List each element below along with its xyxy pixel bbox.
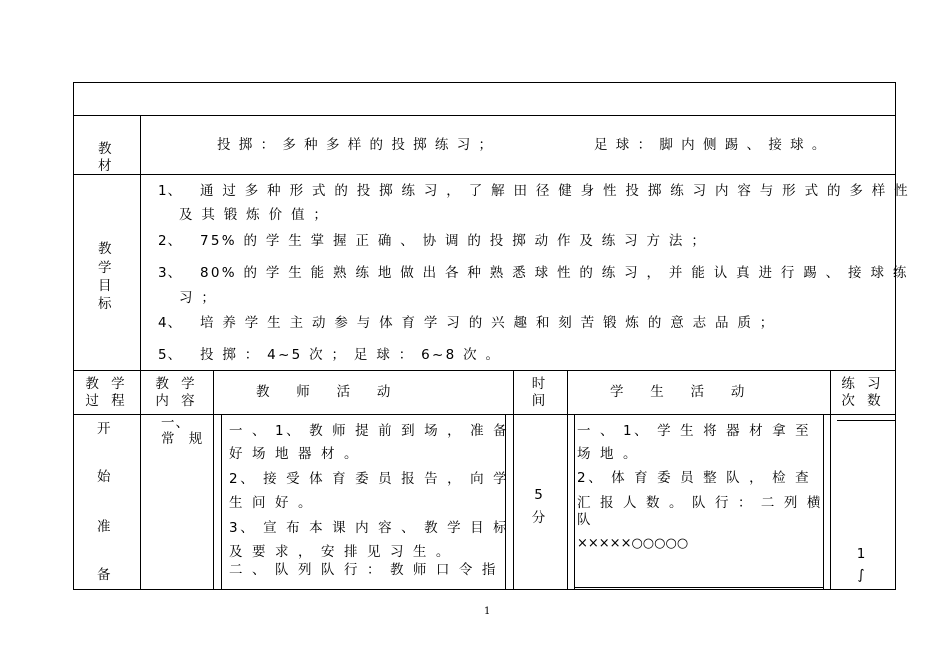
table-border-bottom	[73, 589, 896, 590]
content-item-number: 一、	[161, 415, 190, 431]
process-step-4: 备	[97, 567, 116, 583]
header-content-2: 内 容	[155, 393, 199, 409]
teacher-activity-line-6: 及 要 求 ， 安 排 见 习 生 。	[229, 544, 453, 560]
time-value: 5	[534, 487, 547, 503]
header-process-2: 过 程	[85, 393, 129, 409]
label-column-divider	[140, 115, 141, 370]
objective-4-line-1: 培 养 学 生 主 动 参 与 体 育 学 习 的 兴 趣 和 刻 苦 锻 炼 的 意 志 品 质 ；	[200, 315, 776, 331]
objective-5-number: 5、	[158, 347, 183, 363]
objectives-label-1: 教	[98, 241, 117, 257]
header-time-2: 间	[531, 393, 550, 409]
header-reps-1: 练 习	[841, 376, 885, 392]
header-process-1: 教 学	[85, 376, 129, 392]
objective-1-line-2: 及 其 锻 炼 价 值 ；	[179, 207, 330, 223]
reps-symbol: ∫	[857, 567, 869, 583]
reps-value: 1	[856, 546, 870, 562]
objective-1-number: 1、	[158, 183, 183, 199]
objective-2-number: 2、	[158, 233, 183, 249]
objective-5-line-1: 投 掷 ： 4~5 次 ； 足 球 ： 6~8 次 。	[200, 347, 502, 363]
table-border-right	[895, 82, 896, 590]
student-activity-line-1: 一 、 1、 学 生 将 器 材 拿 至	[577, 423, 812, 439]
process-step-3: 准	[97, 519, 116, 535]
student-activity-line-3: 2、 体 育 委 员 整 队 ， 检 查	[577, 470, 812, 486]
textbook-label-1: 教	[98, 141, 117, 157]
teacher-inner-left	[221, 414, 222, 589]
teacher-activity-line-3: 2、 接 受 体 育 委 员 报 告 ， 向 学	[229, 471, 510, 487]
row-divider-3	[73, 370, 896, 371]
col-divider-2	[213, 370, 214, 590]
header-content-1: 教 学	[155, 376, 199, 392]
teacher-activity-line-5: 3、 宣 布 本 课 内 容 、 教 学 目 标	[229, 520, 510, 536]
student-activity-line-5: 队	[577, 512, 594, 528]
reps-inner-top	[837, 420, 895, 421]
student-activity-line-2: 场 地 。	[577, 446, 640, 462]
student-inner-left	[574, 414, 575, 589]
student-inner-right	[823, 414, 824, 589]
student-activity-line-4: 汇 报 人 数 。 队 行 ： 二 列 横	[577, 495, 824, 511]
process-step-2: 始	[97, 469, 116, 485]
objective-3-line-1: 80% 的 学 生 能 熟 练 地 做 出 各 种 熟 悉 球 性 的 练 习 ， 并 能 认 真 进 行 踢 、 接 球 练	[200, 265, 909, 281]
objectives-label-4: 标	[98, 296, 117, 312]
objective-2-line-1: 75% 的 学 生 掌 握 正 确 、 协 调 的 投 掷 动 作 及 练 习 方 法 ；	[200, 233, 708, 249]
content-item-label: 常 规	[161, 431, 208, 447]
time-unit: 分	[531, 510, 550, 526]
teacher-activity-line-2: 好 场 地 器 材 。	[229, 446, 361, 462]
table-border-top	[73, 82, 896, 83]
page-number: 1	[484, 606, 491, 617]
objective-3-line-2: 习 ；	[179, 290, 218, 306]
col-divider-4	[567, 370, 568, 590]
header-teacher-activity: 教 师 活 动	[256, 384, 394, 400]
header-student-activity: 学 生 活 动	[610, 384, 748, 400]
objectives-label-2: 学	[98, 260, 117, 276]
textbook-label-2: 材	[98, 158, 117, 174]
table-border-left	[73, 82, 74, 590]
student-inner-top	[574, 414, 824, 415]
objective-4-number: 4、	[158, 315, 183, 331]
teacher-activity-line-4: 生 问 好 。	[229, 495, 315, 511]
header-reps-2: 次 数	[841, 393, 885, 409]
row-divider-2	[73, 174, 896, 175]
formation-symbols: ×××××○○○○○	[577, 536, 689, 551]
row-divider-1	[73, 115, 896, 116]
teacher-activity-line-1: 一 、 1、 教 师 提 前 到 场 ， 准 备	[229, 423, 510, 439]
teacher-activity-line-7: 二 、 队 列 队 行 ： 教 师 口 令 指	[229, 562, 499, 578]
textbook-content-football: 足 球 ： 脚 内 侧 踢 、 接 球 。	[594, 137, 828, 153]
objectives-label-3: 目	[98, 278, 117, 294]
header-time-1: 时	[531, 376, 550, 392]
student-inner-bottom	[574, 587, 824, 588]
textbook-content-throwing: 投 掷 ： 多 种 多 样 的 投 掷 练 习 ；	[217, 137, 494, 153]
objective-1-line-1: 通 过 多 种 形 式 的 投 掷 练 习 ， 了 解 田 径 健 身 性 投 掷 练 习 内 容 与 形 式 的 多 样 性	[200, 183, 910, 199]
process-step-1: 开	[97, 421, 116, 437]
teacher-inner-right	[505, 414, 506, 589]
objective-3-number: 3、	[158, 265, 183, 281]
